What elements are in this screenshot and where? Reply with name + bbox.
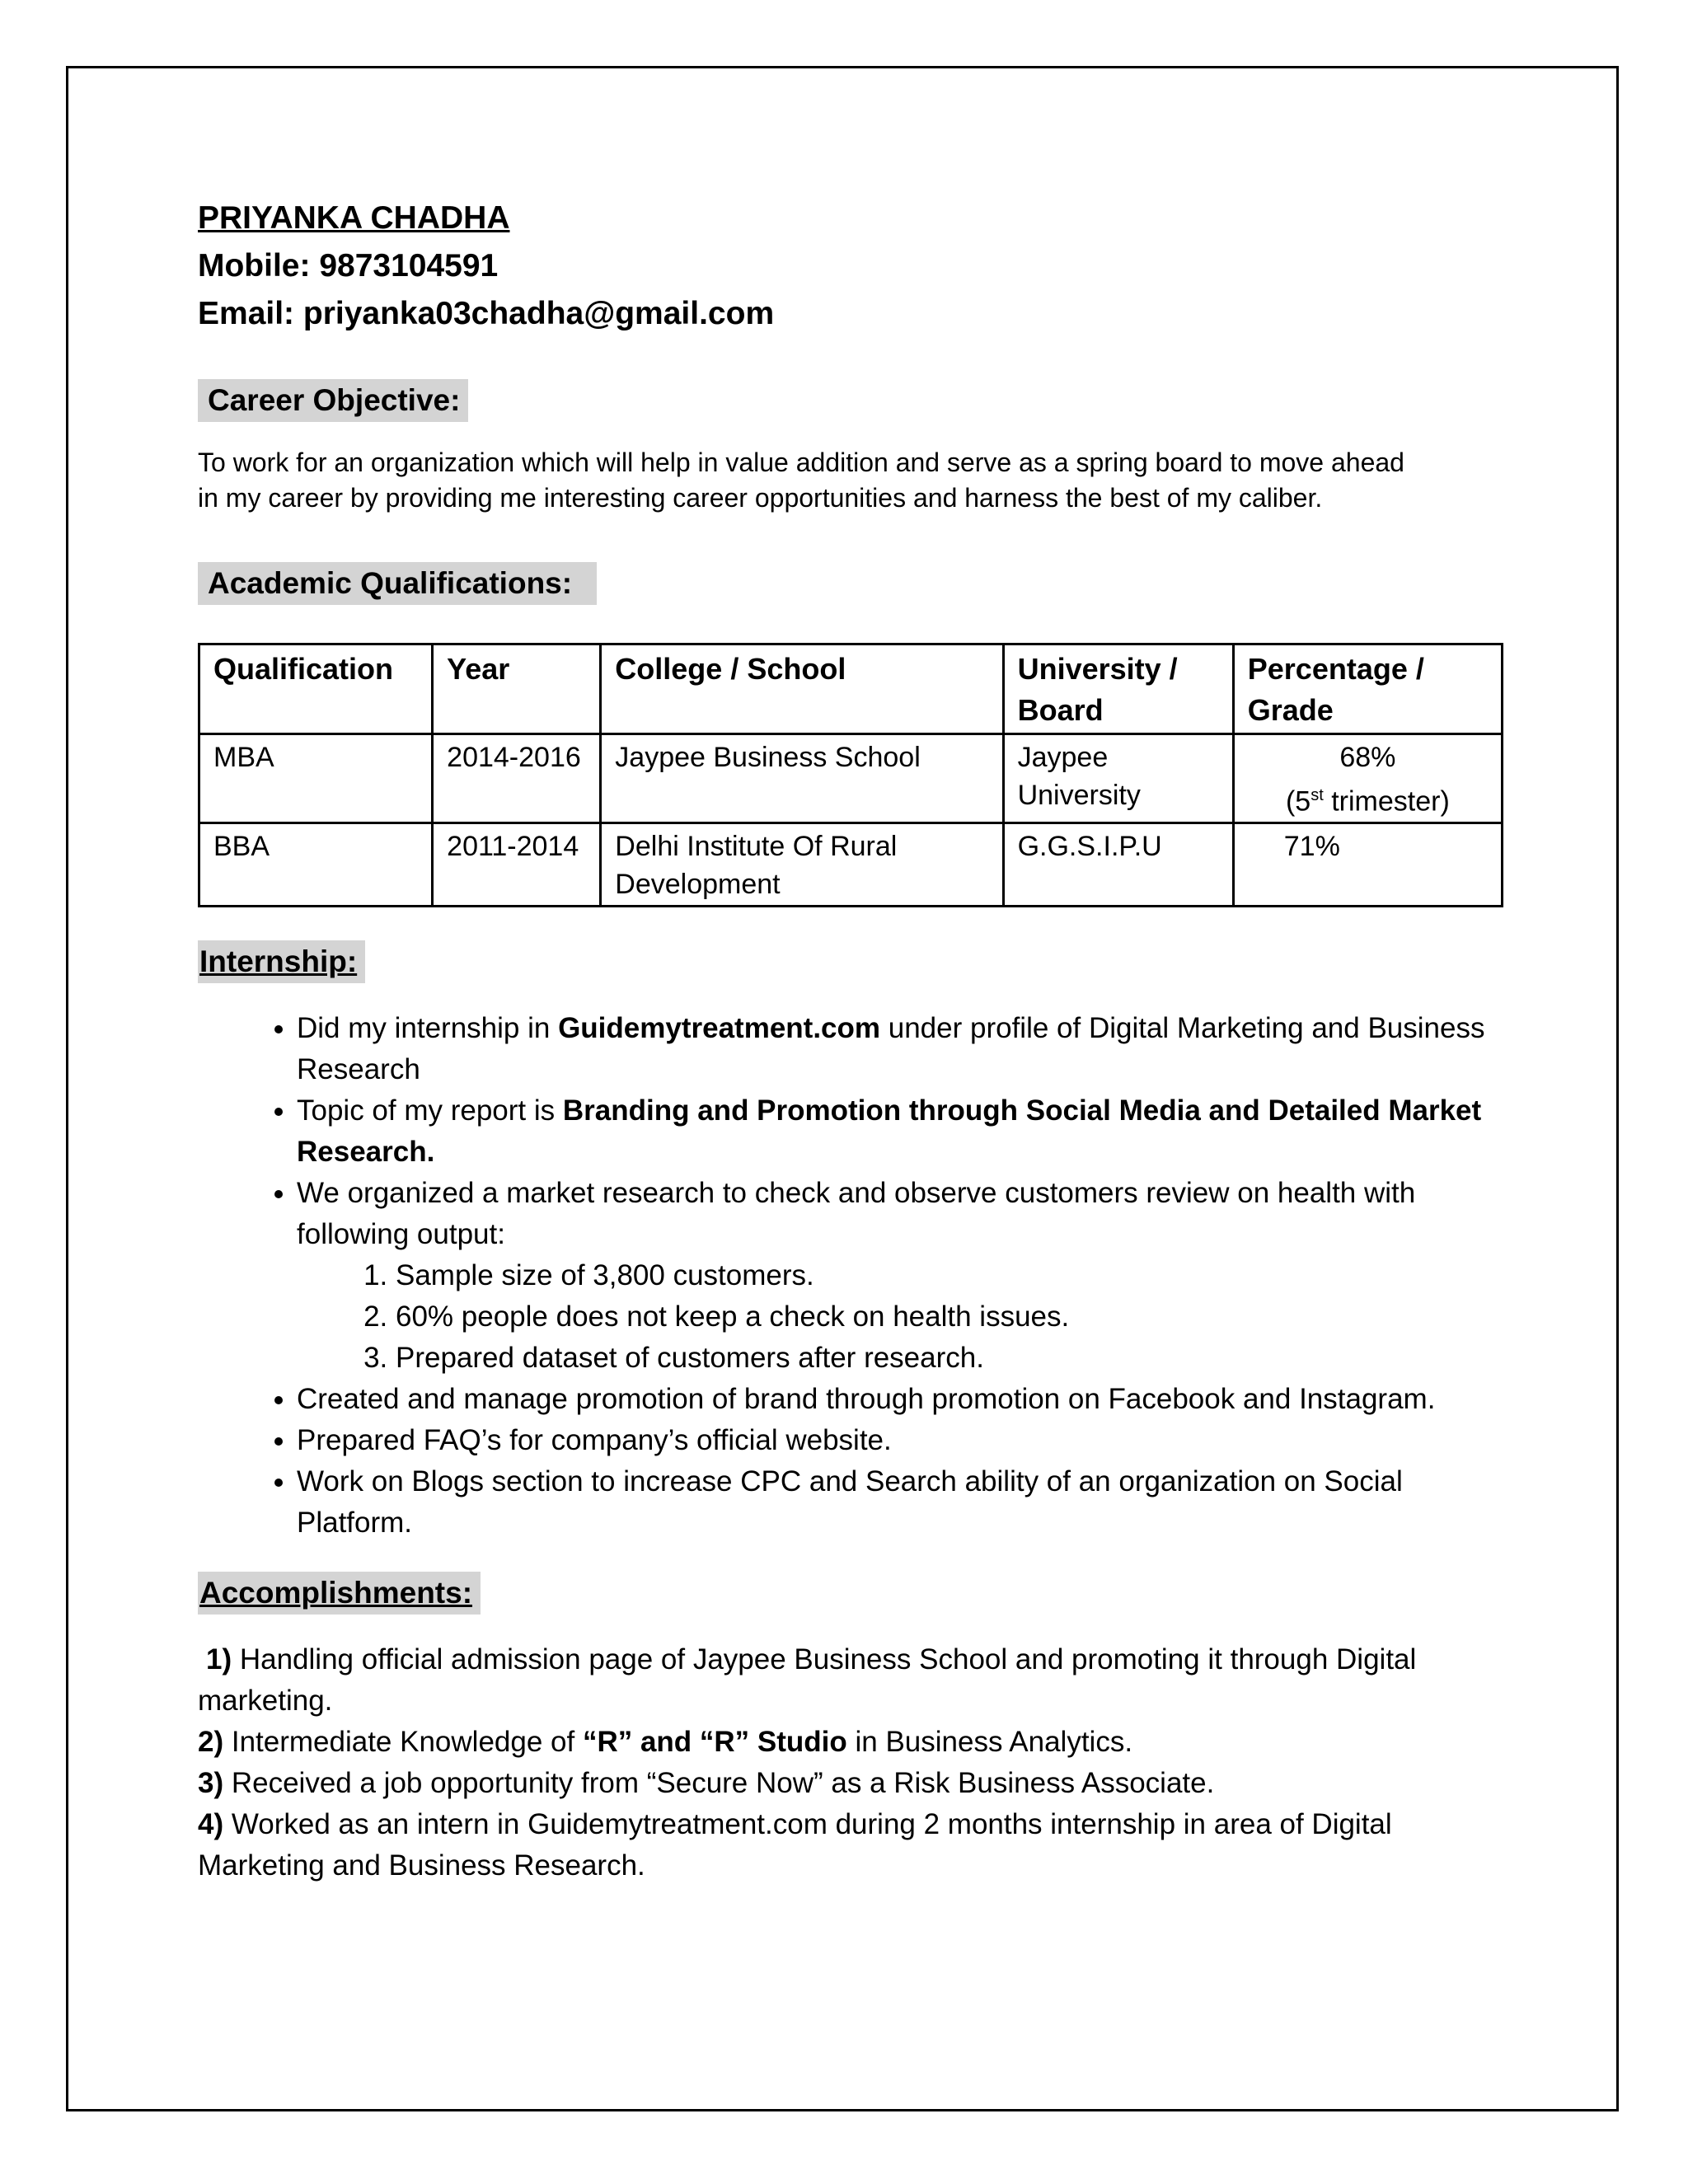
table-row [199, 823, 1503, 907]
cell-university: Jaypee University [1003, 734, 1233, 823]
academic-heading: Academic Qualifications: [198, 562, 597, 605]
cell-university: G.G.S.I.P.U [1003, 823, 1233, 907]
internship-list [198, 1008, 1500, 1544]
qualifications-table [198, 643, 1503, 907]
list-item: • Topic of my report is Branding and Promotion through Social Media and Detailed Market Research. [297, 1090, 1500, 1173]
academic-section [198, 562, 1500, 907]
col-header-college: College / School [601, 644, 1003, 734]
accomplishment-item: 1) Handling official admission page of Jaypee Business School and promoting it through Digital marketing. [198, 1643, 1417, 1718]
mobile-line: Mobile: 9873104591 [198, 248, 499, 284]
list-item: 2. 60% people does not keep a check on health issues. [396, 1296, 1500, 1338]
internship-section [198, 940, 1500, 1544]
list-item: 3. Prepared dataset of customers after research. [396, 1338, 1500, 1379]
career-objective-heading: Career Objective: [198, 379, 468, 422]
career-objective-section [198, 379, 1500, 516]
cell-college: Delhi Institute Of Rural Development [601, 823, 1003, 907]
candidate-name: PRIYANKA CHADHA [198, 200, 510, 236]
list-item: • Work on Blogs section to increase CPC and Search ability of an organization on Social Platform. [297, 1461, 1500, 1544]
cell-college: Jaypee Business School [601, 734, 1003, 823]
cell-qualification: MBA [199, 734, 433, 823]
cell-grade: 68% (5st trimester) [1233, 734, 1502, 823]
col-header-percentage: Percentage / Grade [1233, 644, 1502, 734]
cell-year: 2011-2014 [433, 823, 601, 907]
list-item: • We organized a market research to check and observe customers review on health with following output: 1. Sample size of 3,800 customers. 2. 60% people does not keep a check on health issues. 3. Prepared dataset of customers after research. [297, 1173, 1500, 1379]
cell-grade: 71% [1233, 823, 1502, 907]
resume-header [198, 194, 1500, 338]
cell-year: 2014-2016 [433, 734, 601, 823]
email-line: Email: priyanka03chadha@gmail.com [198, 296, 775, 331]
list-item: • Prepared FAQ’s for company’s official website. [297, 1420, 1500, 1461]
list-item: • Did my internship in Guidemytreatment.com under profile of Digital Marketing and Business Research [297, 1008, 1500, 1090]
col-header-qualification: Qualification [199, 644, 433, 734]
accomplishment-item: 2) Intermediate Knowledge of “R” and “R” Studio in Business Analytics. [198, 1726, 1133, 1759]
accomplishment-item: 3) Received a job opportunity from “Secure Now” as a Risk Business Associate. [198, 1767, 1215, 1800]
accomplishments-section [198, 1572, 1500, 1886]
table-header-row [199, 644, 1503, 734]
accomplishments-heading: Accomplishments: [198, 1572, 481, 1615]
accomplishment-item: 4) Worked as an intern in Guidemytreatment.com during 2 months internship in area of Digital Marketing and Business Research. [198, 1808, 1392, 1882]
col-header-year: Year [433, 644, 601, 734]
cell-qualification: BBA [199, 823, 433, 907]
research-output-list [297, 1255, 1500, 1379]
col-header-university: University / Board [1003, 644, 1233, 734]
list-item: 1. Sample size of 3,800 customers. [396, 1255, 1500, 1296]
list-item: • Created and manage promotion of brand through promotion on Facebook and Instagram. [297, 1379, 1500, 1420]
resume-content [198, 194, 1500, 1886]
table-row [199, 734, 1503, 823]
internship-heading: Internship: [198, 940, 365, 983]
objective-line-2: in my career by providing me interesting career opportunities and harness the best of my caliber. [198, 483, 1323, 513]
objective-line-1: To work for an organization which will help in value addition and serve as a spring board to move ahead [198, 448, 1404, 477]
